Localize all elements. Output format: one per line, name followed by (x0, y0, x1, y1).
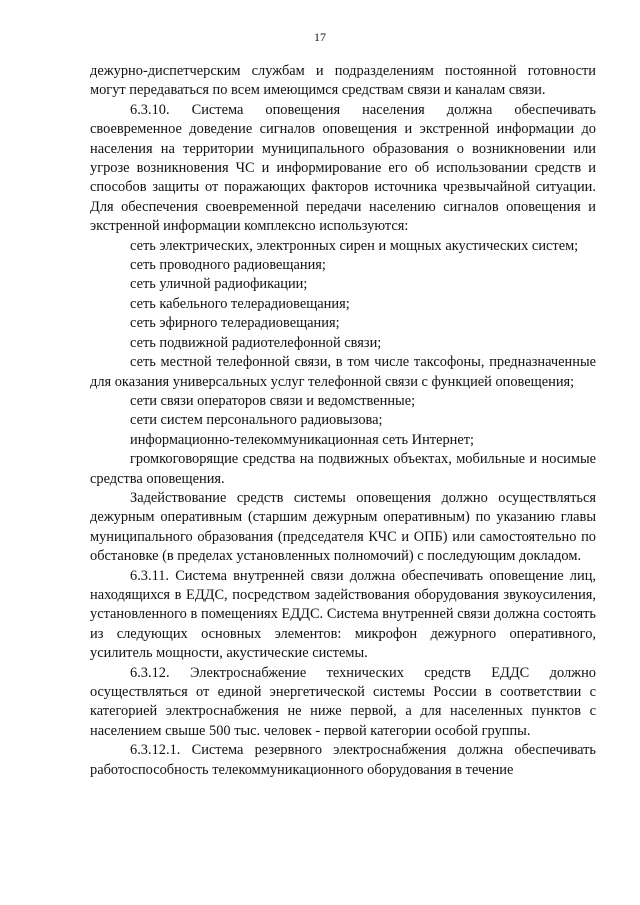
paragraph: 6.3.11. Система внутренней связи должна обеспечивать оповещение лиц, находящихся в ЕДДС, посредством задействования оборудования звукоусиления, установленного в помещениях ЕДДС. Система внутренней связи должна состоять из следующих основных элементов: микрофон дежурного оперативного, усилитель мощности, акустические системы. (90, 567, 596, 662)
list-item: громкоговорящие средства на подвижных объектах, мобильные и носимые средства оповещения. (90, 451, 596, 487)
list-item: сеть эфирного телерадиовещания; (130, 315, 340, 332)
list-item: сеть электрических, электронных сирен и мощных акустических систем; (130, 237, 579, 254)
list-item: сеть проводного радиовещания; (130, 257, 326, 274)
list-item: сеть местной телефонной связи, в том числе таксофоны, предназначенные для оказания универсальных услуг телефонной связи с функцией оповещения; (90, 354, 596, 390)
document-body (90, 62, 596, 780)
list-item: сеть уличной радиофикации; (130, 276, 308, 293)
page-number: 17 (314, 30, 326, 44)
paragraph: Задействование средств системы оповещения должно осуществляться дежурным оперативным (старшим дежурным оперативным) по указанию главы муниципального образования (председателя КЧС и ОПБ) или самостоятельно по обстановке (в пределах установленных полномочий) с последующим докладом. (90, 489, 596, 565)
list-item: сеть подвижной радиотелефонной связи; (130, 334, 382, 351)
paragraph: 6.3.12.1. Система резервного электроснабжения должна обеспечивать работоспособность телекоммуникационного оборудования в течение (90, 742, 596, 778)
list-item: информационно-телекоммуникационная сеть Интернет; (130, 431, 475, 448)
list-item: сети систем персонального радиовызова; (130, 412, 383, 429)
paragraph: дежурно-диспетчерским службам и подразделениям постоянной готовности могут передаваться по всем имеющимся средствам связи и каналам связи. (90, 63, 596, 99)
paragraph: 6.3.10. Система оповещения населения должна обеспечивать своевременное доведение сигналов оповещения и экстренной информации до населения на территории муниципального образования о возникновении или угрозе возникновения ЧС и информирование его об использовании средств и способов защиты от поражающих факторов источника чрезвычайной ситуации. Для обеспечения своевременной передачи населению сигналов оповещения и экстренной информации комплексно используются: (90, 101, 596, 235)
list-item: сеть кабельного телерадиовещания; (130, 295, 350, 312)
paragraph: 6.3.12. Электроснабжение технических средств ЕДДС должно осуществляться от единой энергетической системы России в соответствии с категорией электроснабжения не ниже первой, а для населенных пунктов с населением свыше 500 тыс. человек - первой категории особой группы. (90, 664, 596, 739)
list-item: сети связи операторов связи и ведомственные; (130, 392, 416, 409)
